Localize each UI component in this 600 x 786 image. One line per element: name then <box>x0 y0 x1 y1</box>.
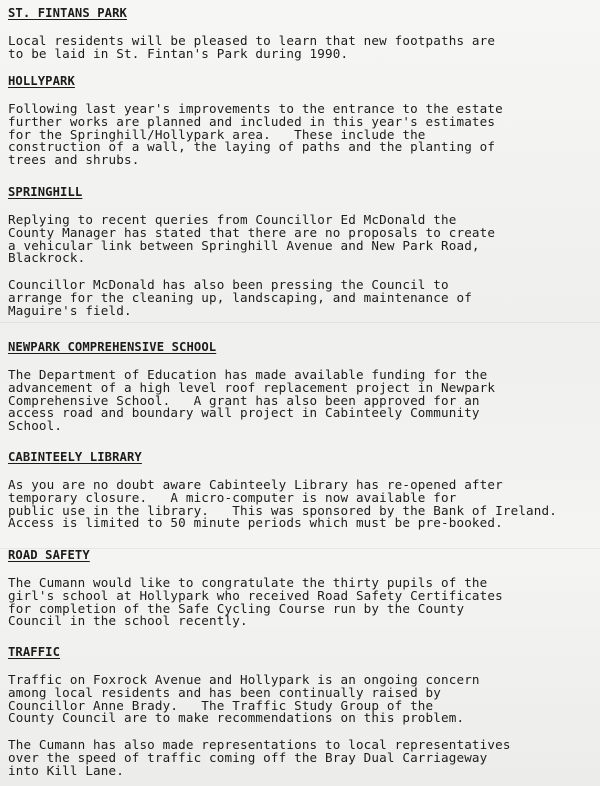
section-paragraph: The Cumann would like to congratulate the thirty pupils of the girl's school at Hollypark who received Road Safety Certificates for completion of the Safe Cycling Course run by the County Council in the school recently. <box>8 575 503 629</box>
section-st-fintans-park <box>8 6 598 61</box>
section-heading: ROAD SAFETY <box>8 548 90 562</box>
section-paragraph: As you are no doubt aware Cabinteely Library has re-opened after temporary closure. A micro-computer is now available for public use in the library. This was sponsored by the Bank of Ireland. Access is limited to 50 minute periods which must be pre-booked. <box>8 477 557 531</box>
section-heading: SPRINGHILL <box>8 185 83 199</box>
section-springhill <box>8 185 598 318</box>
paper-fold <box>0 322 600 323</box>
section-hollypark <box>8 74 598 167</box>
section-paragraph: Local residents will be pleased to learn that new footpaths are to be laid in St. Fintan's Park during 1990. <box>8 33 496 61</box>
section-paragraph: Councillor McDonald has also been pressing the Council to arrange for the cleaning up, landscaping, and maintenance of Maguire's field. <box>8 277 472 318</box>
section-traffic <box>8 645 598 778</box>
section-heading: TRAFFIC <box>8 645 61 659</box>
section-heading: ST. FINTANS PARK <box>8 6 127 20</box>
section-paragraph: Following last year's improvements to the entrance to the estate further works are planned and included in this year's estimates for the Springhill/Hollypark area. These include the construction of a wall, the laying of paths and the planting of trees and shrubs. <box>8 101 503 168</box>
section-newpark-comprehensive-school <box>8 340 598 433</box>
section-paragraph: Replying to recent queries from Councillor Ed McDonald the County Manager has stated that there are no proposals to create a vehicular link between Springhill Avenue and New Park Road, Blackrock. <box>8 212 496 266</box>
section-heading: CABINTEELY LIBRARY <box>8 450 142 464</box>
section-paragraph: The Cumann has also made representations to local representatives over the speed of traffic coming off the Bray Dual Carriageway into Kill Lane. <box>8 737 511 778</box>
section-road-safety <box>8 548 598 628</box>
section-cabinteely-library <box>8 450 598 530</box>
section-heading: NEWPARK COMPREHENSIVE SCHOOL <box>8 340 217 354</box>
section-heading: HOLLYPARK <box>8 74 75 88</box>
section-paragraph: Traffic on Foxrock Avenue and Hollypark is an ongoing concern among local residents and has been continually raised by Councillor Anne Brady. The Traffic Study Group of the County Council are to make recommendations on this problem. <box>8 672 480 726</box>
section-paragraph: The Department of Education has made available funding for the advancement of a high level roof replacement project in Newpark Comprehensive School. A grant has also been approved for an access road and boundary wall project in Cabinteely Community School. <box>8 367 496 434</box>
